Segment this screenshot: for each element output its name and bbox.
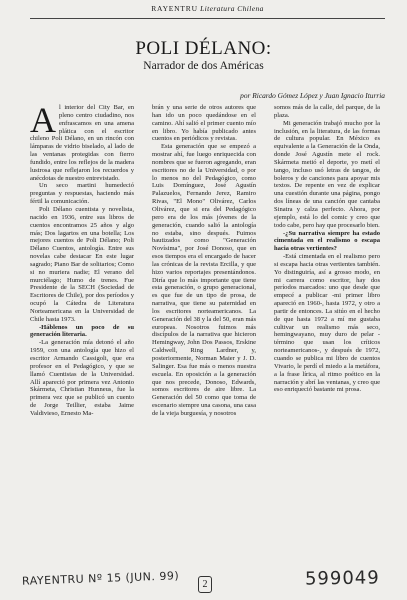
drop-cap: A: [30, 100, 56, 140]
interview-question: [30, 324, 134, 340]
paragraph: [274, 104, 380, 120]
paragraph-text: Esta generación que se empezó a mostrar ahí, fue luego enriquecida con nombres que se fueron agregando, eran escritores no de la Universidad, o por lo menos no del Pedagógico, como Luis Domínguez, José Agustín Palazuelos, Fernando Jerez, Ramiro Rivas, "El Mono" Olivárez, Carlos Olivárez, que si era del Pedagógico pero era de los más jóvenes de la generación, cuando salió la antología no estaba, sino después. Fuimos bautizados como "Generación Novísima", por José Donoso, que en esos tiempos era el encargado de hacer las crónicas de la revista Ercilla, y que hizo varios reportajes presentándonos. Diría que lo más importante que tiene esta generación, o grupo generacional, es que fue de un tipo de prosa, de narrativa, que tiene su paternidad en los escritores norteamericanos. La Generación del 38 y la del 50, eran más europeas. Nosotros fuimos más discípulos de la narrativa que hicieron Hemingway, John Dos Passos, Erskine Caldwell, Ring Lardner, y, posteriormente, Norman Maier y J. D. Salinger. Esa fue más o menos nuestra escuela. En oposición a la generación que nos precede, Donoso, Edwards, somos escritores de aire libre. La Generación del 50 como que toma de escenario siempre una casona, una casa de la vieja burguesía, y nosotros: [152, 143, 256, 417]
paragraph: [30, 100, 134, 182]
paragraph: [152, 143, 256, 418]
paragraph-text: brán y una serie de otros autores que han ido un poco quedándose en el camino. Ahí salió el primer cuento mío en libro. Yo había publicado antes cuentos en periódicos y revistas.: [152, 104, 256, 143]
magazine-name: RAYENTRU: [151, 4, 198, 13]
byline: por Ricardo Gómez López y Juan Ignacio Iturria: [240, 91, 385, 100]
paragraph-text: Un seco martini humedeció preguntas y respuestas, haciendo más fértil la comunicación.: [30, 182, 134, 206]
paragraph-text: l interior del City Bar, en pleno centro ciudadino, nos enfrascamos en una amena plática con el escritor chileno Poli Délano, en un rincón con lámparas de vidrio biselado, al lado de las ventanas protegidas con fierro fundido, entre los reflejos de la madera lustrosa que reflejaron los recuerdos y anécdotas de nuestro entrevistado.: [30, 104, 134, 182]
article-subtitle: Narrador de dos Américas: [143, 60, 264, 72]
paragraph-text: somos más de la calle, del parque, de la plaza.: [274, 104, 380, 119]
page-number: 2: [198, 576, 212, 593]
text-column-1: [30, 100, 134, 418]
text-column-2: [152, 104, 256, 418]
running-header: [30, 4, 385, 19]
text-column-3: [274, 104, 380, 394]
paragraph: [274, 253, 380, 394]
paragraph: [152, 104, 256, 143]
archive-stamp-number: 599049: [304, 567, 380, 590]
section-name: Literatura Chilena: [200, 4, 264, 13]
paragraph-text: -Háblenos un poco de su generación literaria.: [30, 323, 134, 339]
paragraph: [30, 339, 134, 417]
paragraph-text: Poli Délano cuentista y novelista, nacido en 1936, entre sus libros de cuentos encontramos 25 años y algo más; Dos lagartos en una botella; Los mejores cuentos de Poli Délano; Poli Délano Cuentos, antología. Entre sus novelas cabe destacar En este lugar sagrado; Piano Bar de solitarios; Como si no muriera nadie; El verano del murciélago; Humo de trenes. Fue Presidente de la SECH (Sociedad de Escritores de Chile), por dos períodos y ocupó la Cátedra de Literatura Norteamericana en la Universidad de Chile hasta 1973.: [30, 205, 134, 323]
paragraph-text: -La generación mía detonó el año 1959, con una antología que hizo el escritor Armando Cassigoli, que era profesor en el Pedagógico, y que se llamó Cuentistas de la Universidad. Allí apareció por primera vez Antonio Skármeta, Christian Hunneus, fue la primera vez que se publicó un cuento de Jorge Teillier, estaba Jaime Valdivieso, Ernesto Ma-: [30, 339, 134, 417]
paragraph-text: -¿Su narrativa siempre ha estado cimentada en el realismo o escapa hacia otras vertientes?: [274, 229, 380, 253]
paragraph: [30, 182, 134, 206]
paragraph-text: Mi generación trabajó mucho por la inclusión, en la literatura, de las formas de cultura popular. En México es equivalente a la Generación de la Onda, donde José Agustín mete el rock. Skármeta metió el deporte, yo metí el tango, incluso usó letras de tangos, de boleros y de canciones para apoyar mis textos. De repente en vez de explicar una cuestión durante una página, pongo dos líneas de una canción que cantaba Sinatra y calza perfecto. Ahora, por ejemplo, está lo del comic y creo que todo cabe, pero hay que procesarlo bien.: [274, 119, 380, 229]
paragraph: [274, 120, 380, 230]
handwritten-issue-note: RAYENTRU Nº 15 (JUN. 99): [21, 569, 180, 588]
paragraph: [30, 206, 134, 324]
paragraph-text: -Está cimentada en el realismo pero si escapa hacia otras vertientes también. Yo distinguiría, así a grosso modo, en mi carrera como escritor, hay dos períodos marcados: uno que desde que empecé a publicar -mi primer libro apareció en 1960-, hasta 1972, y otro a partir de entonces. La sitúo en el hecho de que hasta 1972 a mí me gustaba cultivar un realismo más seco, hemingwayano, muy duro de pelar -término que usan los críticos norteamericanos-, y después de 1972, cuando se publica mi libro de cuentos Vivario, le perdí el miedo a la metáfora, a la frase lírica, al ritmo poético en la narración y abrí las ventanas, y creo que eso enriqueció bastante mi prosa.: [274, 253, 380, 394]
interview-question: [274, 230, 380, 254]
article-title: POLI DÉLANO:: [135, 38, 272, 59]
